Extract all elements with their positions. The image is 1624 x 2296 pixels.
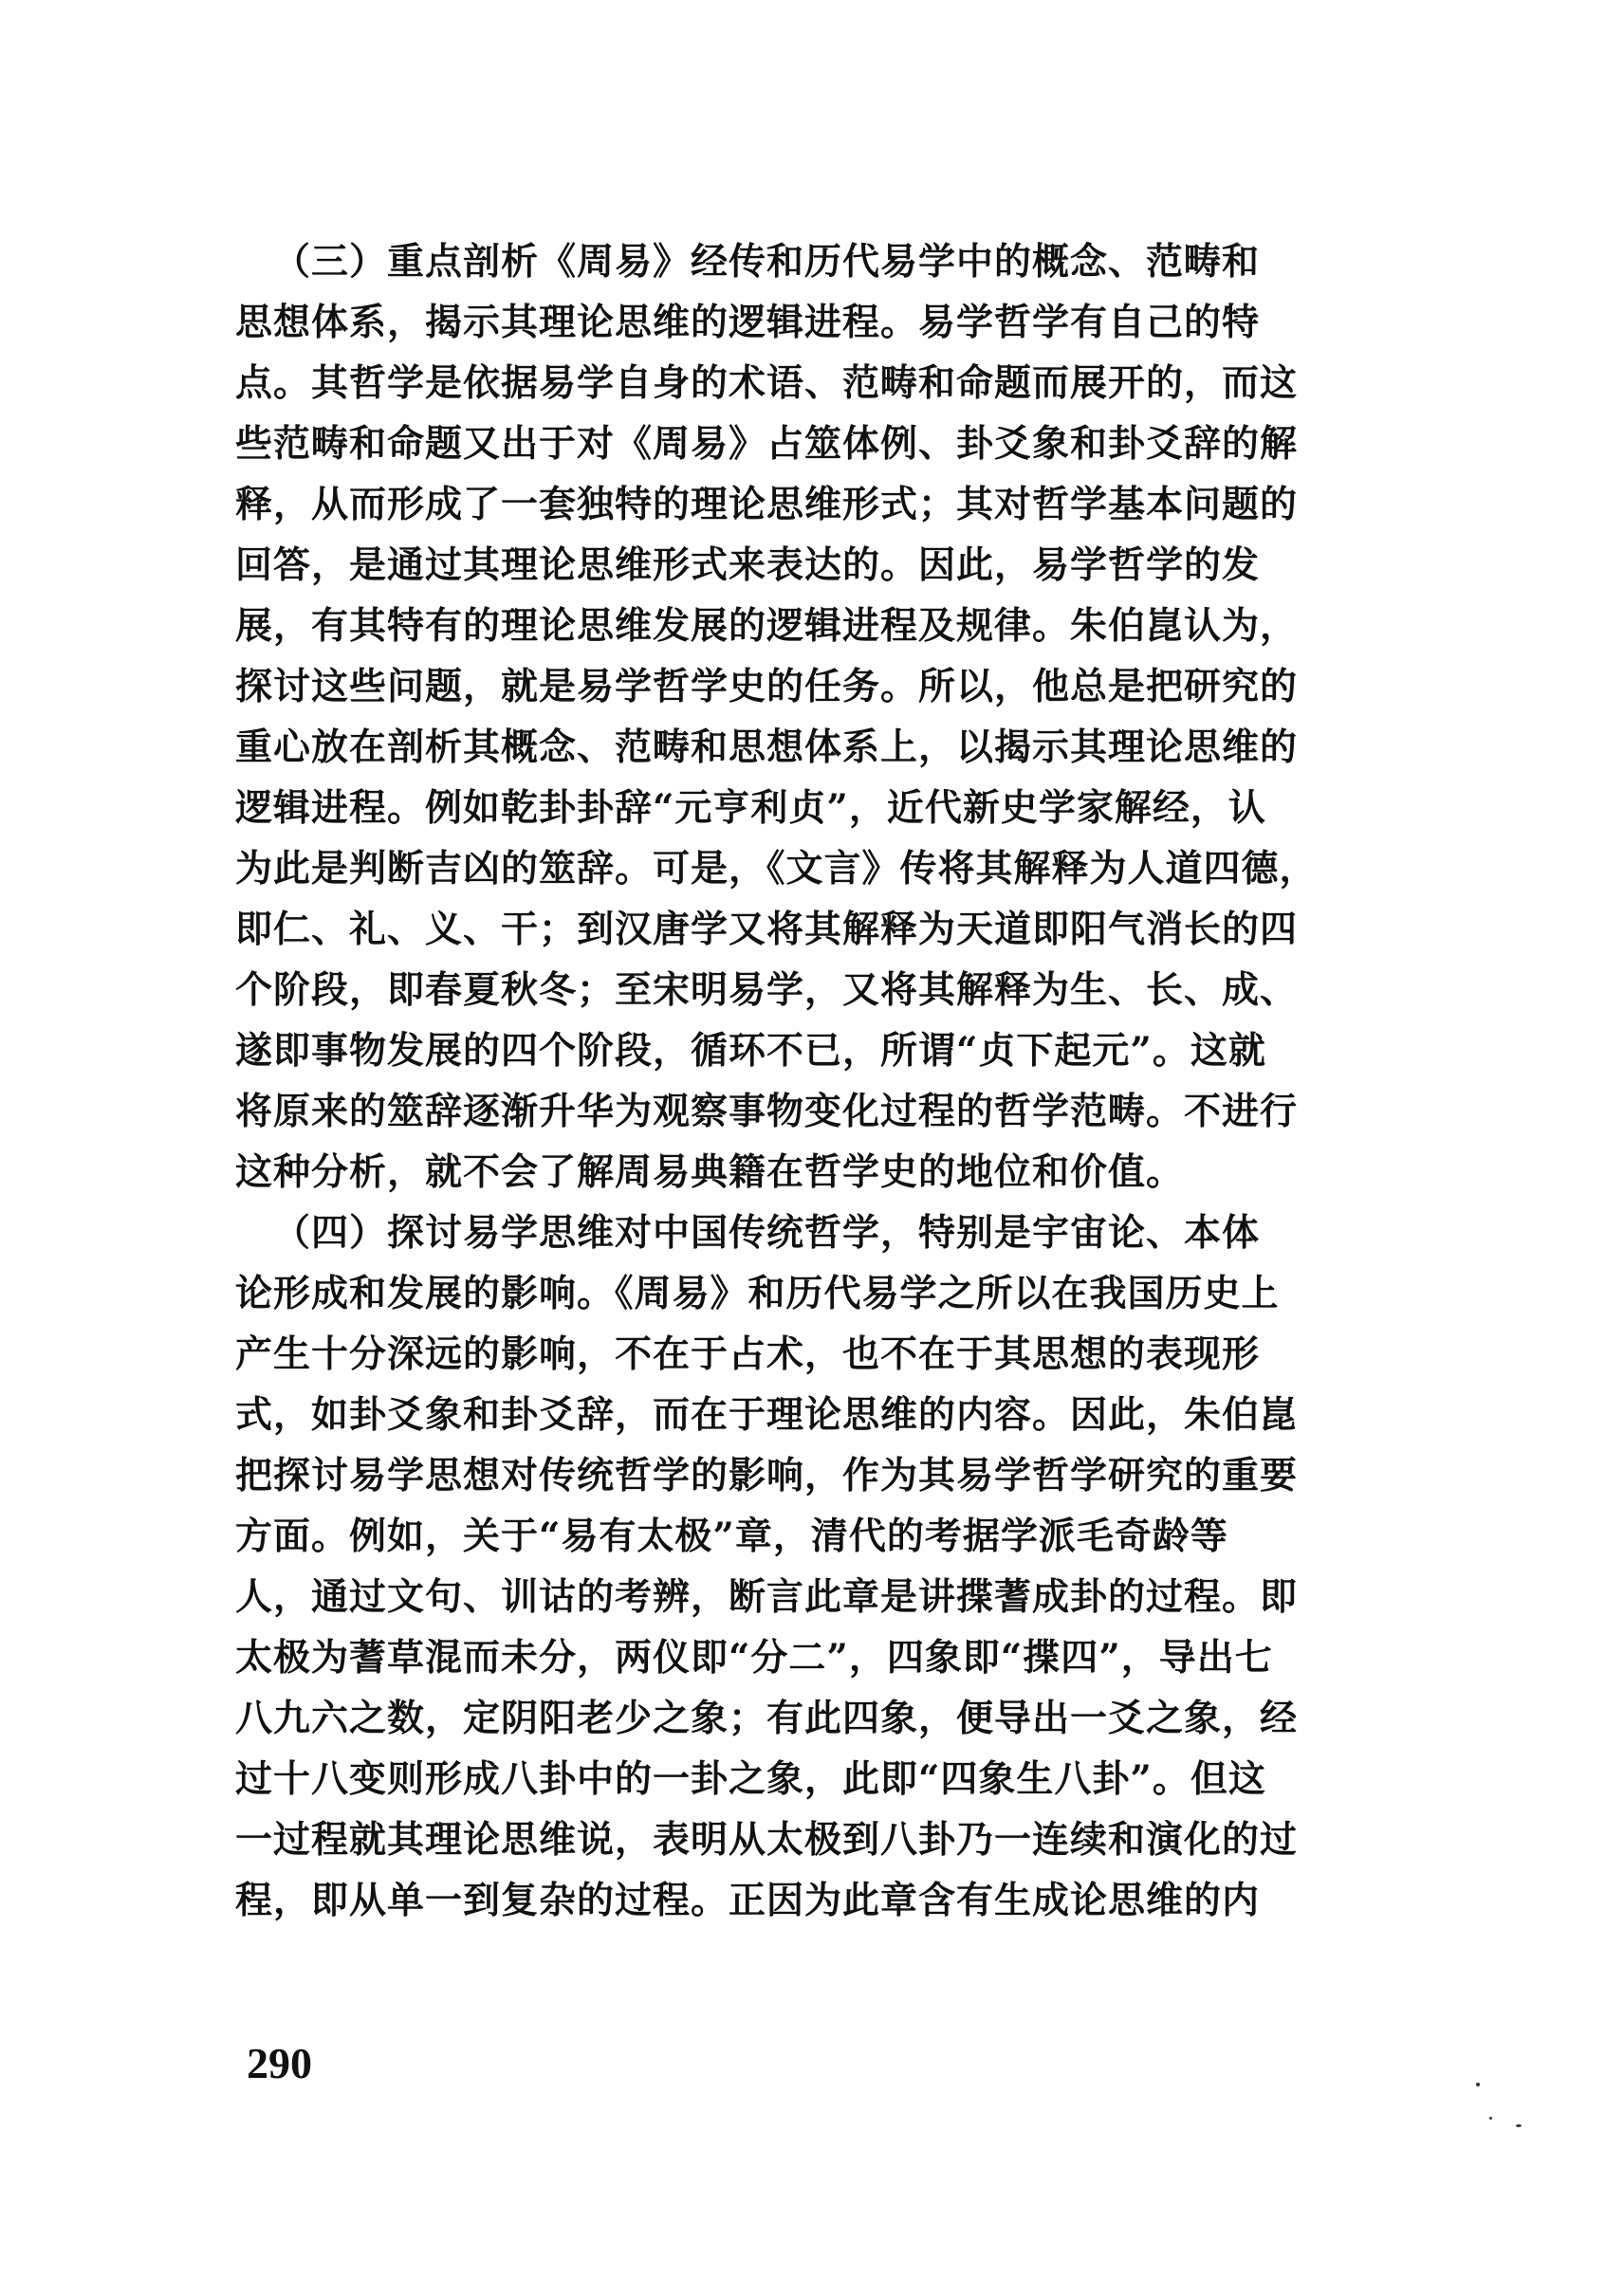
text-line: 方面。例如，关于“易有太极”章，清代的考据学派毛奇龄等: [235, 1515, 1228, 1558]
text-line: 把探讨易学思想对传统哲学的影响，作为其易学哲学研究的重要: [235, 1454, 1299, 1497]
text-line: （四）探讨易学思维对中国传统哲学，特别是宇宙论、本体: [273, 1211, 1261, 1255]
text-line: 人，通过文句、训诂的考辨，断言此章是讲揲蓍成卦的过程。即: [235, 1575, 1299, 1619]
text-line: 产生十分深远的影响，不在于占术，也不在于其思想的表现形: [235, 1332, 1261, 1376]
page-number: 290: [247, 2039, 312, 2087]
scan-speck: [1516, 2124, 1522, 2127]
text-line: 展，有其特有的理论思维发展的逻辑进程及规律。朱伯崑认为，: [235, 604, 1299, 648]
scan-speck: [1476, 2083, 1480, 2086]
text-line: 为此是判断吉凶的筮辞。可是，《文言》传将其解释为人道四德，: [235, 847, 1318, 891]
text-line: 思想体系，揭示其理论思维的逻辑进程。易学哲学有自己的特: [235, 301, 1261, 344]
text-line: 论形成和发展的影响。《周易》和历代易学之所以在我国历史上: [235, 1272, 1280, 1315]
text-line: 点。其哲学是依据易学自身的术语、范畴和命题而展开的，而这: [235, 361, 1299, 405]
text-line: （三）重点剖析《周易》经传和历代易学中的概念、范畴和: [273, 240, 1261, 284]
text-line: 回答，是通过其理论思维形式来表达的。因此，易学哲学的发: [235, 543, 1261, 587]
text-line: 式，如卦爻象和卦爻辞，而在于理论思维的内容。因此，朱伯崑: [235, 1393, 1299, 1437]
text-line: 重心放在剖析其概念、范畴和思想体系上，以揭示其理论思维的: [235, 726, 1299, 769]
text-line: 遂即事物发展的四个阶段，循环不已，所谓“贞下起元”。这就: [235, 1029, 1266, 1073]
scan-speck: [1489, 2117, 1492, 2120]
text-line: 即仁、礼、义、干；到汉唐学又将其解释为天道即阳气消长的四: [235, 908, 1299, 951]
text-line: 探讨这些问题，就是易学哲学史的任务。所以，他总是把研究的: [235, 665, 1299, 708]
text-line: 这种分析，就不会了解周易典籍在哲学史的地位和价值。: [235, 1150, 1185, 1194]
text-line: 释，从而形成了一套独特的理论思维形式；其对哲学基本问题的: [235, 483, 1299, 526]
text-line: 个阶段，即春夏秋冬；至宋明易学，又将其解释为生、长、成、: [235, 968, 1299, 1012]
text-line: 程，即从单一到复杂的过程。正因为此章含有生成论思维的内: [235, 1879, 1261, 1922]
text-line: 太极为蓍草混而未分，两仪即“分二”，四象即“揲四”，导出七: [235, 1636, 1273, 1680]
text-line: 一过程就其理论思维说，表明从太极到八卦乃一连续和演化的过: [235, 1818, 1299, 1862]
text-line: 将原来的筮辞逐渐升华为观察事物变化过程的哲学范畴。不进行: [235, 1090, 1299, 1133]
text-line: 过十八变则形成八卦中的一卦之象，此即“四象生八卦”。但这: [235, 1757, 1266, 1801]
text-line: 逻辑进程。例如乾卦卦辞“元亨利贞”，近代新史学家解经，认: [235, 786, 1266, 830]
text-line: 八九六之数，定阴阳老少之象；有此四象，便导出一爻之象，经: [235, 1697, 1299, 1740]
text-line: 些范畴和命题又出于对《周易》占筮体例、卦爻象和卦爻辞的解: [235, 422, 1299, 466]
